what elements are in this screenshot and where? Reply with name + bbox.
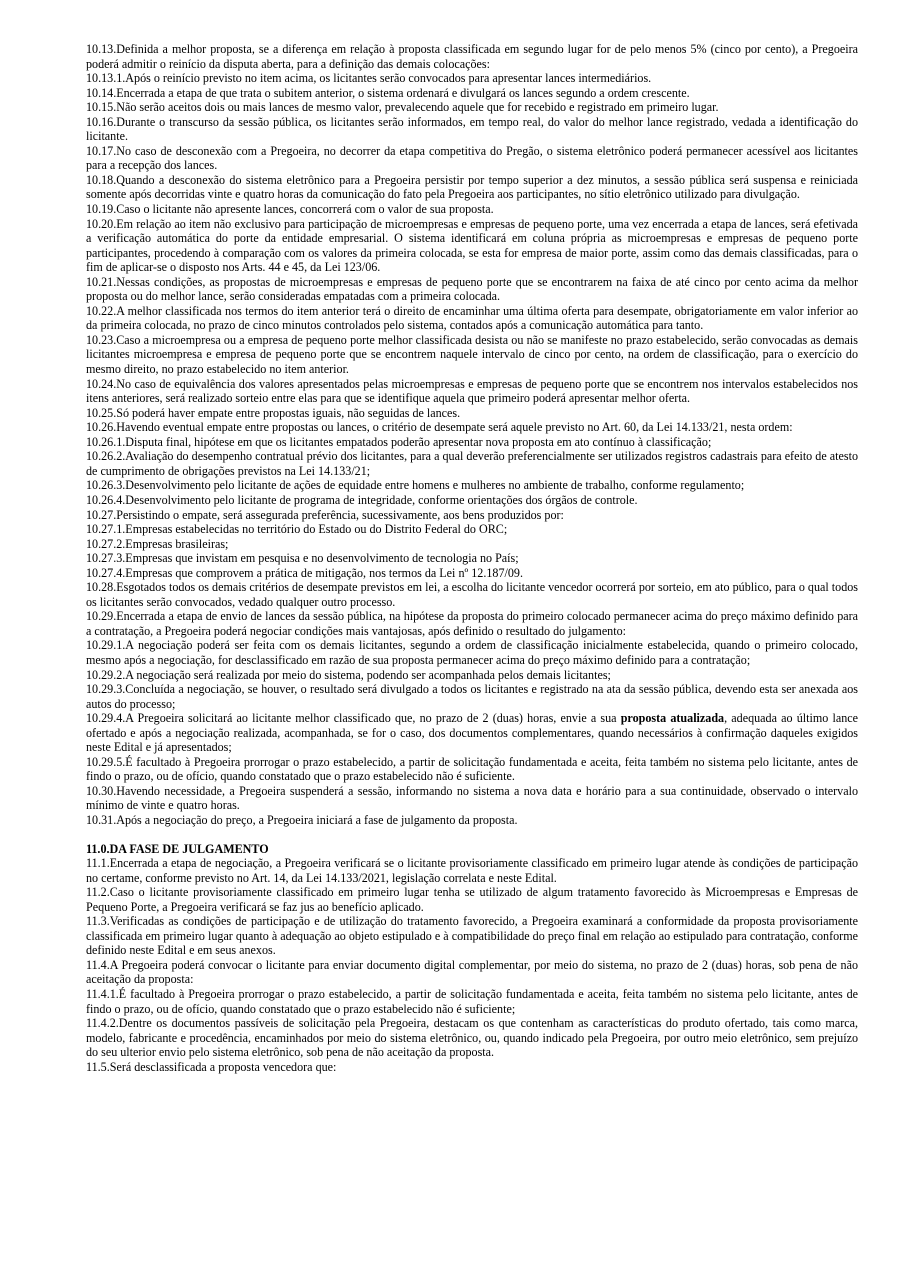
clause-10-25: 10.25.Só poderá haver empate entre propostas iguais, não seguidas de lances. bbox=[86, 405, 461, 420]
clause-11-2: 11.2.Caso o licitante provisoriamente classificado em primeiro lugar tenha se utilizado de algum tratamento favorecido às Microempresas e Empresas de Pequeno Porte, a Pregoeira verificará se faz jus ao benefício aplicado. bbox=[86, 885, 858, 914]
clause-10-16: 10.16.Durante o transcurso da sessão pública, os licitantes serão informados, em tempo real, do valor do melhor lance registrado, vedada a identificação do licitante. bbox=[86, 114, 858, 144]
section-heading-11: 11.0.DA FASE DE JULGAMENTO bbox=[86, 841, 269, 856]
clause-10-29-4-emphasis: proposta atualizada bbox=[620, 711, 725, 726]
clause-10-29-5: 10.29.5.É facultado à Pregoeira prorrogar o prazo estabelecido, a partir de solicitação fundamentada e aceita, feita também no sistema pelo licitante, antes de findo o prazo, ou de ofício, quando constatado que o prazo estabelecido não é suficiente. bbox=[86, 754, 858, 784]
clause-10-28: 10.28.Esgotados todos os demais critérios de desempate previstos em lei, a escolha do licitante vencedor ocorrerá por sorteio, em ato público, para o qual todos os licitantes serão convocados, vedado qualquer outro processo. bbox=[86, 580, 858, 609]
clause-10-29-4 bbox=[86, 711, 858, 755]
clause-10-27-3: 10.27.3.Empresas que invistam em pesquisa e no desenvolvimento de tecnologia no País; bbox=[86, 551, 519, 566]
clause-11-5: 11.5.Será desclassificada a proposta vencedora que: bbox=[86, 1059, 337, 1074]
clause-10-26-4: 10.26.4.Desenvolvimento pelo licitante de programa de integridade, conforme orientações dos órgãos de controle. bbox=[86, 492, 638, 507]
clause-10-27-2: 10.27.2.Empresas brasileiras; bbox=[86, 536, 229, 551]
clause-11-3: 11.3.Verificadas as condições de participação e de utilização do tratamento favorecido, a Pregoeira examinará a conformidade da proposta provisoriamente classificada em primeiro lugar quanto à adequação ao objeto estipulado e à compatibilidade do preço final em relação ao estipulado para contratação, conforme definido neste Edital e em seus anexos. bbox=[86, 914, 858, 958]
clause-10-29-1: 10.29.1.A negociação poderá ser feita com os demais licitantes, segundo a ordem de classificação inicialmente estabelecida, quando o primeiro colocado, mesmo após a negociação, for desclassificado em razão de sua proposta permanecer acima do preço máximo definido para a contratação; bbox=[86, 638, 858, 667]
clause-10-21: 10.21.Nessas condições, as propostas de microempresas e empresas de pequeno porte que se encontrarem na faixa de até cinco por cento acima da melhor proposta ou do melhor lance, serão consideradas empatadas com a primeira colocada. bbox=[86, 274, 858, 304]
clause-10-27-1: 10.27.1.Empresas estabelecidas no território do Estado ou do Distrito Federal do ORC; bbox=[86, 522, 508, 537]
document-page bbox=[86, 42, 858, 1074]
clause-10-13-1: 10.13.1.Após o reinício previsto no item acima, os licitantes serão convocados para apresentar lances intermediários. bbox=[86, 71, 652, 86]
clause-10-27-4: 10.27.4.Empresas que comprovem a prática de mitigação, nos termos da Lei nº 12.187/09. bbox=[86, 565, 523, 580]
clause-10-24: 10.24.No caso de equivalência dos valores apresentados pelas microempresas e empresas de pequeno porte que se encontrem nos intervalos estabelecidos nos itens anteriores, será realizado sorteio entre elas para que se identifique aquela que primeiro poderá apresentar melhor oferta. bbox=[86, 376, 858, 406]
clause-10-26-3: 10.26.3.Desenvolvimento pelo licitante de ações de equidade entre homens e mulheres no ambiente de trabalho, conforme regulamento; bbox=[86, 478, 745, 493]
clause-10-13: 10.13.Definida a melhor proposta, se a diferença em relação à proposta classificada em segundo lugar for de pelo menos 5% (cinco por cento), a Pregoeira poderá admitir o reinício da disputa aberta, para a definição das demais colocações: bbox=[86, 42, 858, 71]
clause-10-20: 10.20.Em relação ao item não exclusivo para participação de microempresas e empresas de pequeno porte, uma vez encerrada a etapa de lances, será efetivada a verificação automática do porte da entidade empresarial. O sistema identificará em coluna própria as microempresas e empresas de pequeno porte participantes, procedendo à comparação com os valores da primeira colocada, se esta for empresa de maior porte, assim como das demais classificadas, para o fim de aplicar-se o disposto nos Arts. 44 e 45, da Lei 123/06. bbox=[86, 216, 858, 275]
clause-10-29-3: 10.29.3.Concluída a negociação, se houver, o resultado será divulgado a todos os licitantes e registrado na ata da sessão pública, devendo esta ser anexada aos autos do processo; bbox=[86, 682, 858, 711]
clause-10-26-1: 10.26.1.Disputa final, hipótese em que os licitantes empatados poderão apresentar nova proposta em ato contínuo à classificação; bbox=[86, 434, 712, 449]
clause-10-27: 10.27.Persistindo o empate, será assegurada preferência, sucessivamente, aos bens produzidos por: bbox=[86, 507, 564, 522]
clause-11-4-1: 11.4.1.É facultado à Pregoeira prorrogar o prazo estabelecido, a partir de solicitação fundamentada e aceita, feita também no sistema pelo licitante, antes de findo o prazo, ou de ofício, quando constatado que o prazo estabelecido não é suficiente; bbox=[86, 987, 858, 1016]
clause-10-26: 10.26.Havendo eventual empate entre propostas ou lances, o critério de desempate será aquele previsto no Art. 60, da Lei 14.133/21, nesta ordem: bbox=[86, 420, 793, 435]
clause-10-26-2: 10.26.2.Avaliação do desempenho contratual prévio dos licitantes, para a qual deverão preferencialmente ser utilizados registros cadastrais para efeito de atesto de cumprimento de obrigações previstos na Lei 14.133/21; bbox=[86, 449, 858, 478]
clause-10-17: 10.17.No caso de desconexão com a Pregoeira, no decorrer da etapa competitiva do Pregão, o sistema eletrônico poderá permanecer acessível aos licitantes para a recepção dos lances. bbox=[86, 143, 858, 173]
clause-10-29-4-rest: , adequada ao último lance ofertado e após a negociação realizada, acompanhada, se for o caso, dos documentos complementares, quando necessários à confirmação daqueles exigidos neste Edital e já apresentados; bbox=[86, 711, 858, 755]
clause-10-15: 10.15.Não serão aceitos dois ou mais lances de mesmo valor, prevalecendo aquele que for recebido e registrado em primeiro lugar. bbox=[86, 100, 719, 115]
clause-10-18: 10.18.Quando a desconexão do sistema eletrônico para a Pregoeira persistir por tempo superior a dez minutos, a sessão pública será suspensa e reiniciada somente após decorridas vinte e quatro horas da comunicação do fato pela Pregoeira aos participantes, no sítio eletrônico utilizado para divulgação. bbox=[86, 172, 858, 202]
clause-10-23: 10.23.Caso a microempresa ou a empresa de pequeno porte melhor classificada desista ou não se manifeste no prazo estabelecido, serão convocadas as demais licitantes microempresa e empresa de pequeno porte que se encontrem naquele intervalo de cinco por cento, na ordem de classificação, para o exercício do mesmo direito, no prazo estabelecido no item anterior. bbox=[86, 332, 858, 377]
clause-11-4-2: 11.4.2.Dentre os documentos passíveis de solicitação pela Pregoeira, destacam os que contenham as características do produto ofertado, tais como marca, modelo, fabricante e procedência, encaminhados por meio do sistema eletrônico, ou, quando indicado pela Pregoeira, por outro meio eletrônico, sem prejuízo do seu ulterior envio pelo sistema eletrônico, sob pena de não aceitação da proposta. bbox=[86, 1016, 858, 1060]
clause-11-1: 11.1.Encerrada a etapa de negociação, a Pregoeira verificará se o licitante provisoriamente classificado em primeiro lugar atende às condições de participação no certame, conforme previsto no Art. 14, da Lei 14.133/2021, legislação correlata e neste Edital. bbox=[86, 856, 858, 885]
clause-10-31: 10.31.Após a negociação do preço, a Pregoeira iniciará a fase de julgamento da proposta. bbox=[86, 812, 518, 827]
clause-10-19: 10.19.Caso o licitante não apresente lances, concorrerá com o valor de sua proposta. bbox=[86, 202, 494, 217]
clause-10-22: 10.22.A melhor classificada nos termos do item anterior terá o direito de encaminhar uma última oferta para desempate, obrigatoriamente em valor inferior ao da primeira colocada, no prazo de cinco minutos controlados pelo sistema, contados após a comunicação automática para tanto. bbox=[86, 303, 858, 333]
clause-10-29-4-lead: 10.29.4.A Pregoeira solicitará ao licitante melhor classificado que, no prazo de 2 (duas) horas, envie a sua bbox=[86, 711, 621, 726]
clause-11-4: 11.4.A Pregoeira poderá convocar o licitante para enviar documento digital complementar, por meio do sistema, no prazo de 2 (duas) horas, sob pena de não aceitação da proposta: bbox=[86, 957, 858, 987]
clause-10-29-2: 10.29.2.A negociação será realizada por meio do sistema, podendo ser acompanhada pelos demais licitantes; bbox=[86, 667, 611, 682]
clause-10-30: 10.30.Havendo necessidade, a Pregoeira suspenderá a sessão, informando no sistema a nova data e horário para a sua continuidade, observado o intervalo mínimo de vinte e quatro horas. bbox=[86, 783, 858, 813]
clause-10-29: 10.29.Encerrada a etapa de envio de lances da sessão pública, na hipótese da proposta do primeiro colocado permanecer acima do preço máximo definido para a contratação, a Pregoeira poderá negociar condições mais vantajosas, após definido o resultado do julgamento: bbox=[86, 609, 858, 638]
clause-10-14: 10.14.Encerrada a etapa de que trata o subitem anterior, o sistema ordenará e divulgará os lances segundo a ordem crescente. bbox=[86, 85, 690, 100]
